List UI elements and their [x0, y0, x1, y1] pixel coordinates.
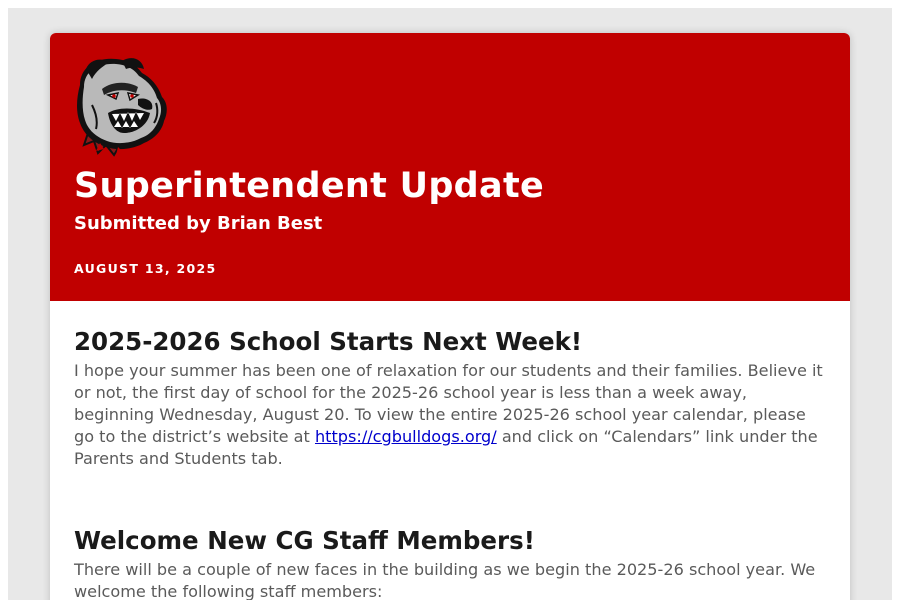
section-school-starts: [74, 301, 826, 470]
newsletter-header: [50, 33, 850, 301]
district-website-link[interactable]: https://cgbulldogs.org/: [314, 427, 497, 446]
newsletter-date: AUGUST 13, 2025: [74, 261, 217, 276]
newsletter-title: Superintendent Update: [74, 166, 545, 206]
section-heading: 2025-2026 School Starts Next Week!: [74, 327, 583, 356]
bulldog-logo-icon: [72, 55, 170, 159]
newsletter-byline: Submitted by Brian Best: [74, 213, 323, 234]
body-text-before-link: I hope your summer has been one of relaxation for our students and their families. Believe it or not, the first day of school for the 2025-26 school year is less than a week away, beginning Wednesday, August 20. To view the entire 2025-26 school year calendar, please go to the district’s website at: [74, 361, 823, 446]
newsletter-card: [50, 33, 850, 600]
section-body: There will be a couple of new faces in the building as we begin the 2025-26 school year. We welcome the following staff members:: [74, 560, 816, 600]
section-body: [74, 360, 826, 470]
section-heading: Welcome New CG Staff Members!: [74, 526, 535, 555]
section-new-staff: [74, 470, 826, 600]
body-text-after-link: and click on “Calendars” link under the Parents and Students tab.: [74, 427, 818, 468]
newsletter-content: [50, 301, 850, 600]
page-background: [8, 8, 892, 600]
